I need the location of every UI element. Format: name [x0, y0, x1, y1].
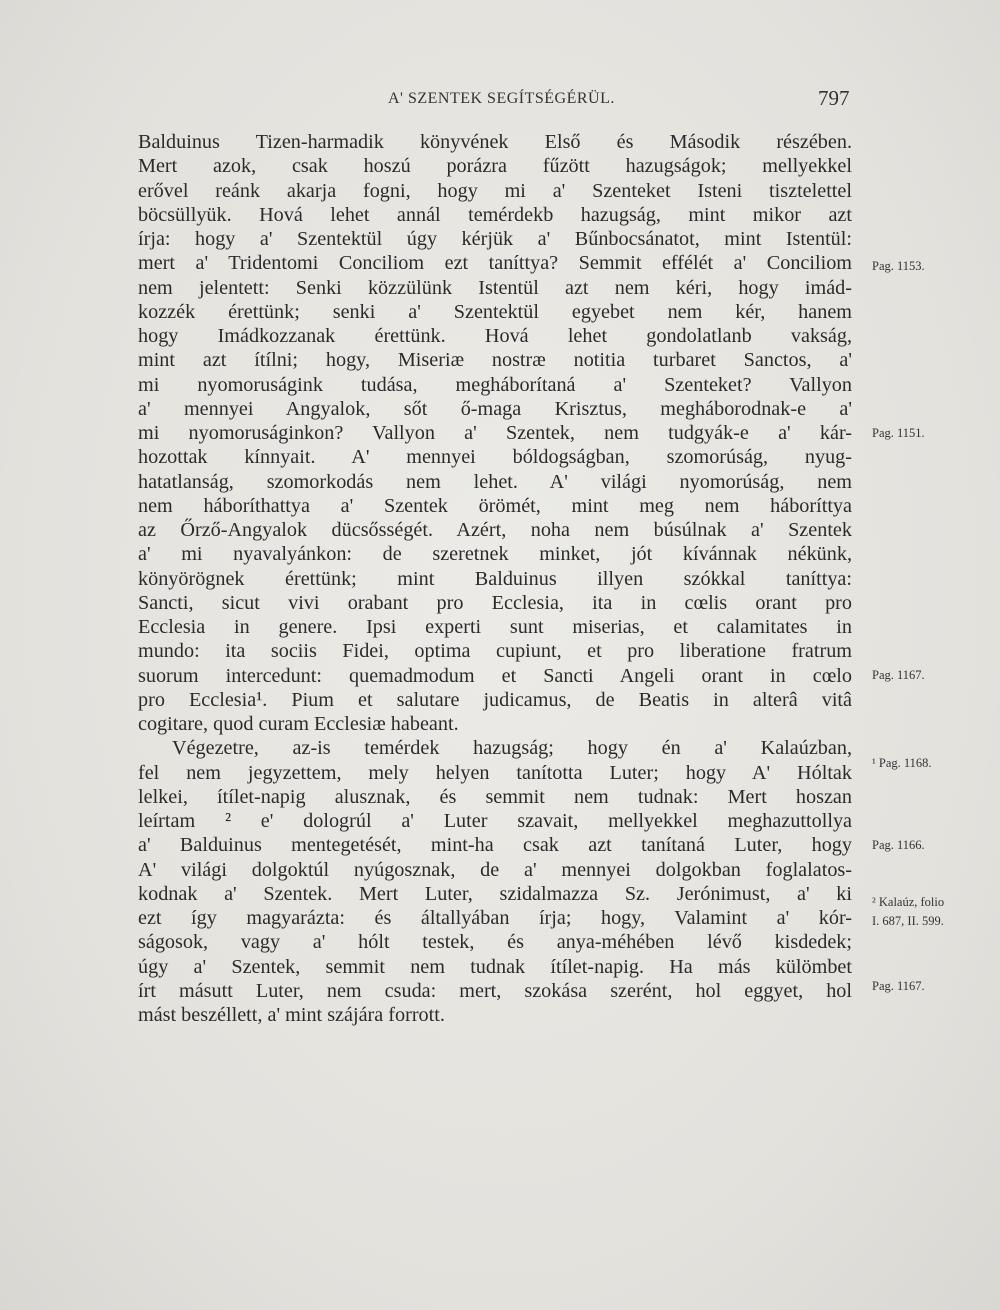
text-line: lelkei, ítílet-napig alusznak, és semmit nem tudnak: Mert hoszan [138, 785, 852, 808]
margin-reference: Pag. 1166. [872, 838, 925, 852]
margin-reference: Pag. 1151. [872, 426, 925, 440]
text-line: könyörögnek érettünk; mint Balduinus illyen szókkal taníttya: [138, 567, 852, 590]
text-line: mint azt ítílni; hogy, Miseriæ nostræ notitia turbaret Sanctos, a' [138, 349, 852, 372]
text-line: Végezetre, az-is temérdek hazugság; hogy én a' Kalaúzban, [172, 737, 852, 760]
text-line: hogy Imádkozzanak érettünk. Hová lehet gondolatlanb vakság, [138, 325, 852, 347]
text-line: írt másutt Luter, nem csuda: mert, szokása szerént, hol eggyet, hol [138, 979, 852, 1002]
text-line: nem háboríthattya a' Szentek örömét, mint meg nem háboríttya [138, 494, 852, 517]
text-line: A' világi dolgoktúl nyúgosznak, de a' mennyei dolgokban foglalatos- [138, 858, 852, 881]
margin-reference: ¹ Pag. 1168. [872, 756, 932, 770]
text-line: a' Balduinus mentegetését, mint-ha csak azt tanítaná Luter, hogy [138, 834, 852, 857]
text-line: hatatlanság, szomorkodás nem lehet. A' világi nyomorúság, nem [138, 470, 852, 493]
margin-reference: I. 687, II. 599. [872, 914, 944, 928]
text-line: Balduinus Tizen-harmadik könyvének Első és Második részében. [138, 131, 852, 153]
page-number: 797 [818, 86, 850, 110]
text-line: pro Ecclesia¹. Pium et salutare judicamus, de Beatis in alterâ vitâ [138, 688, 852, 711]
text-line: ezt így magyarázta: és általlyában írja; hogy, Valamint a' kór- [138, 907, 852, 929]
text-line: erővel reánk akarja fogni, hogy mi a' Szenteket Isteni tisztelettel [138, 179, 852, 202]
text-line: kozzék érettünk; senki a' Szentektül egyebet nem kér, hanem [138, 300, 852, 323]
text-line: mi nyomoruságinkon? Vallyon a' Szentek, nem tudgyák-e a' kár- [138, 422, 852, 444]
text-line: mert a' Tridentomi Conciliom ezt taníttya? Semmit effélét a' Conciliom [138, 252, 852, 275]
text-line: leírtam ² e' dologrúl a' Luter szavait, mellyekkel meghazuttollya [138, 810, 852, 832]
text-line: a' mi nyavalyánkon: de szeretnek minket, jót kívánnak nékünk, [138, 543, 852, 566]
text-line: cogitare, quod curam Ecclesiæ habeant. [138, 713, 459, 735]
text-line: böcsüllyük. Hová lehet annál temérdekb hazugság, mint mikor azt [138, 203, 852, 226]
text-line: suorum intercedunt: quemadmodum et Sancti Angeli orant in cœlo [138, 664, 852, 687]
running-title: A' SZENTEK SEGÍTSÉGÉRÜL. [388, 90, 615, 107]
page-header [0, 86, 1000, 112]
text-line: mi nyomoruságink tudása, megháborítaná a' Szenteket? Vallyon [138, 373, 852, 396]
text-line: nem jelentett: Senki közzülünk Istentül azt nem kéri, hogy imád- [138, 276, 852, 299]
text-line: hozottak kínnyait. A' mennyei bóldogságban, szomorúság, nyug- [138, 446, 852, 469]
margin-reference: ² Kalaúz, folio [872, 895, 945, 909]
text-line: úgy a' Szentek, semmit nem tudnak ítílet-napig. Ha más külömbet [138, 955, 852, 978]
text-line: az Őrző-Angyalok dücsősségét. Azért, noha nem búsúlnak a' Szentek [138, 519, 852, 541]
text-line: írja: hogy a' Szentektül úgy kérjük a' Bűnbocsánatot, mint Istentül: [138, 228, 852, 250]
margin-reference: Pag. 1167. [872, 668, 925, 682]
text-line: a' mennyei Angyalok, sőt ő-maga Krisztus, megháborodnak-e a' [138, 397, 852, 420]
text-line: fel nem jegyzettem, mely helyen tanította Luter; hogy A' Hóltak [138, 761, 852, 784]
text-line: mást beszéllett, a' mint szájára forrott. [138, 1004, 445, 1026]
margin-reference: Pag. 1167. [872, 979, 925, 993]
text-line: mundo: ita sociis Fidei, optima cupiunt, et pro liberatione fratrum [138, 640, 852, 663]
text-line: kodnak a' Szentek. Mert Luter, szidalmazza Sz. Jerónimust, a' ki [138, 882, 852, 905]
text-line: Sancti, sicut vivi orabant pro Ecclesia, ita in cœlis orant pro [138, 591, 852, 614]
text-line: Mert azok, csak hoszú porázra fűzött hazugságok; mellyekkel [138, 155, 852, 178]
text-line: ságosok, vagy a' hólt testek, és anya-méhében lévő kisdedek; [138, 931, 852, 954]
margin-reference: Pag. 1153. [872, 259, 925, 273]
text-line: Ecclesia in genere. Ipsi experti sunt miserias, et calamitates in [138, 616, 852, 638]
body-text [138, 130, 852, 1027]
